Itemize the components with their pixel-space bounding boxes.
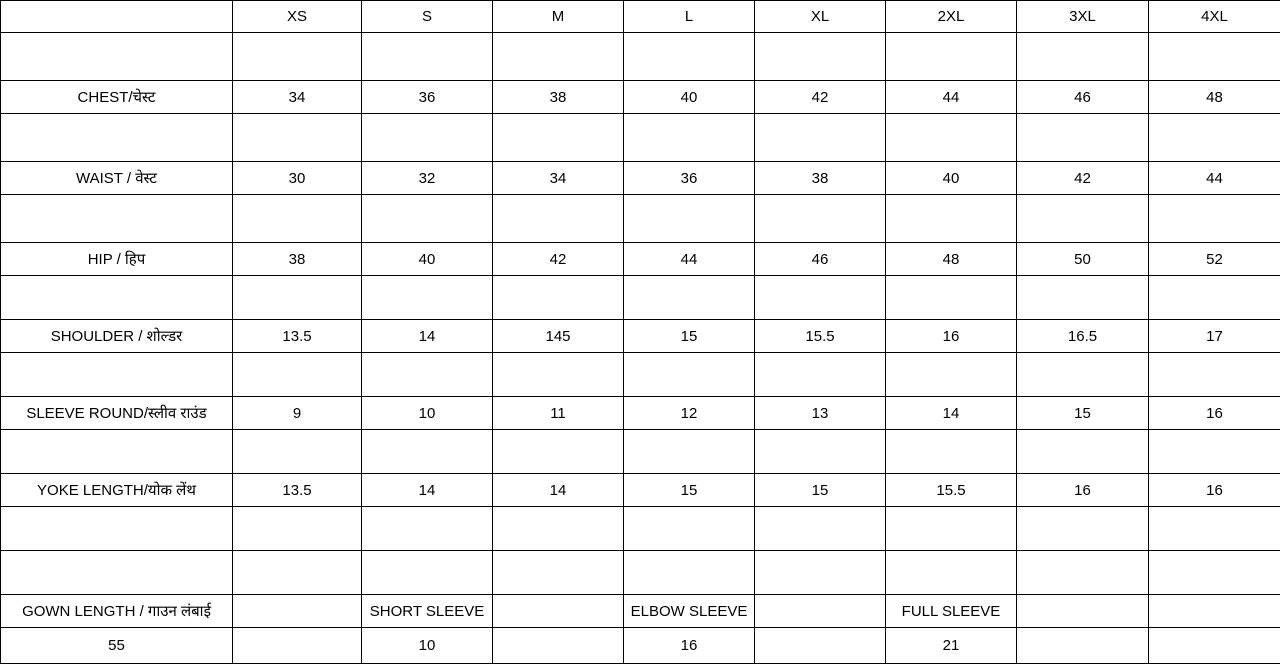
- cell-shoulder-xl: 15.5: [755, 320, 886, 353]
- spacer-cell: [755, 628, 886, 664]
- spacer-cell: [1149, 195, 1280, 243]
- cell-shoulder-3xl: 16.5: [1017, 320, 1149, 353]
- cell-shoulder-4xl: 17: [1149, 320, 1280, 353]
- spacer-cell: [755, 507, 886, 551]
- cell-sleeve-round-4xl: 16: [1149, 397, 1280, 430]
- spacer-cell: [1149, 595, 1280, 628]
- spacer-cell: [1017, 33, 1149, 81]
- spacer-cell: [362, 114, 493, 162]
- spacer-cell: [1149, 114, 1280, 162]
- spacer-cell: [886, 33, 1017, 81]
- spacer-cell: [233, 430, 362, 474]
- spacer-cell: [362, 430, 493, 474]
- sleeve-type-elbow: ELBOW SLEEVE: [624, 595, 755, 628]
- spacer-cell: [1149, 353, 1280, 397]
- spacer-cell: [493, 33, 624, 81]
- spacer-cell: [1017, 276, 1149, 320]
- spacer-cell: [886, 507, 1017, 551]
- spacer-cell: [493, 595, 624, 628]
- cell-hip-2xl: 48: [886, 243, 1017, 276]
- cell-yoke-length-m: 14: [493, 474, 624, 507]
- table-row-waist: [1, 162, 1280, 195]
- spacer-cell: [1017, 195, 1149, 243]
- cell-full-sleeve-value: 21: [886, 628, 1017, 664]
- spacer-cell: [1149, 276, 1280, 320]
- cell-hip-l: 44: [624, 243, 755, 276]
- cell-hip-4xl: 52: [1149, 243, 1280, 276]
- spacer-cell: [233, 595, 362, 628]
- cell-chest-m: 38: [493, 81, 624, 114]
- spacer-cell: [362, 551, 493, 595]
- spacer-cell: [886, 276, 1017, 320]
- sleeve-type-short: SHORT SLEEVE: [362, 595, 493, 628]
- row-label-waist: WAIST / वेस्ट: [1, 162, 233, 195]
- cell-waist-xs: 30: [233, 162, 362, 195]
- row-label-hip: HIP / हिप: [1, 243, 233, 276]
- header-cell-blank: [1, 1, 233, 33]
- header-cell-3xl: 3XL: [1017, 1, 1149, 33]
- header-cell-xl: XL: [755, 1, 886, 33]
- sleeve-type-full: FULL SLEEVE: [886, 595, 1017, 628]
- cell-sleeve-round-l: 12: [624, 397, 755, 430]
- spacer-cell: [624, 353, 755, 397]
- spacer-cell: [624, 276, 755, 320]
- spacer-cell: [233, 353, 362, 397]
- header-cell-2xl: 2XL: [886, 1, 1017, 33]
- spacer-cell: [886, 551, 1017, 595]
- table-row-spacer: [1, 276, 1280, 320]
- cell-chest-3xl: 46: [1017, 81, 1149, 114]
- spacer-cell: [1, 353, 233, 397]
- spacer-cell: [624, 195, 755, 243]
- cell-elbow-sleeve-value: 16: [624, 628, 755, 664]
- table-row-yoke-length: [1, 474, 1280, 507]
- spacer-cell: [886, 114, 1017, 162]
- spacer-cell: [362, 353, 493, 397]
- cell-yoke-length-4xl: 16: [1149, 474, 1280, 507]
- cell-hip-m: 42: [493, 243, 624, 276]
- cell-shoulder-l: 15: [624, 320, 755, 353]
- cell-hip-s: 40: [362, 243, 493, 276]
- cell-chest-2xl: 44: [886, 81, 1017, 114]
- table-row-sleeve-types: [1, 595, 1280, 628]
- spacer-cell: [1, 33, 233, 81]
- cell-yoke-length-xl: 15: [755, 474, 886, 507]
- table-row-header: [1, 1, 1280, 33]
- spacer-cell: [1149, 507, 1280, 551]
- spacer-cell: [493, 114, 624, 162]
- header-cell-s: S: [362, 1, 493, 33]
- spacer-cell: [1149, 551, 1280, 595]
- cell-yoke-length-2xl: 15.5: [886, 474, 1017, 507]
- spacer-cell: [1017, 507, 1149, 551]
- cell-sleeve-round-2xl: 14: [886, 397, 1017, 430]
- row-label-gown-length: GOWN LENGTH / गाउन लंबाई: [1, 595, 233, 628]
- table-row-spacer: [1, 114, 1280, 162]
- spacer-cell: [624, 430, 755, 474]
- cell-shoulder-2xl: 16: [886, 320, 1017, 353]
- header-cell-4xl: 4XL: [1149, 1, 1280, 33]
- cell-hip-xs: 38: [233, 243, 362, 276]
- spacer-cell: [1, 507, 233, 551]
- row-label-shoulder: SHOULDER / शोल्डर: [1, 320, 233, 353]
- spacer-cell: [493, 276, 624, 320]
- spacer-cell: [755, 276, 886, 320]
- spacer-cell: [493, 430, 624, 474]
- cell-yoke-length-xs: 13.5: [233, 474, 362, 507]
- cell-sleeve-round-3xl: 15: [1017, 397, 1149, 430]
- table-row-spacer: [1, 195, 1280, 243]
- spacer-cell: [1, 276, 233, 320]
- cell-chest-xl: 42: [755, 81, 886, 114]
- cell-short-sleeve-value: 10: [362, 628, 493, 664]
- spacer-cell: [755, 430, 886, 474]
- spacer-cell: [1017, 628, 1149, 664]
- cell-shoulder-s: 14: [362, 320, 493, 353]
- spacer-cell: [493, 507, 624, 551]
- spacer-cell: [233, 551, 362, 595]
- table-row-spacer: [1, 551, 1280, 595]
- spacer-cell: [233, 33, 362, 81]
- cell-sleeve-round-s: 10: [362, 397, 493, 430]
- cell-shoulder-m: 145: [493, 320, 624, 353]
- cell-chest-l: 40: [624, 81, 755, 114]
- table-row-spacer: [1, 430, 1280, 474]
- cell-waist-4xl: 44: [1149, 162, 1280, 195]
- spacer-cell: [493, 353, 624, 397]
- spacer-cell: [493, 195, 624, 243]
- spacer-cell: [1017, 595, 1149, 628]
- spacer-cell: [624, 551, 755, 595]
- spacer-cell: [886, 195, 1017, 243]
- cell-shoulder-xs: 13.5: [233, 320, 362, 353]
- spacer-cell: [362, 507, 493, 551]
- spacer-cell: [233, 507, 362, 551]
- cell-sleeve-round-xs: 9: [233, 397, 362, 430]
- spacer-cell: [886, 430, 1017, 474]
- spacer-cell: [1017, 551, 1149, 595]
- cell-chest-xs: 34: [233, 81, 362, 114]
- table-row-hip: [1, 243, 1280, 276]
- spacer-cell: [1, 114, 233, 162]
- cell-yoke-length-3xl: 16: [1017, 474, 1149, 507]
- row-label-yoke-length: YOKE LENGTH/योक लेंथ: [1, 474, 233, 507]
- spacer-cell: [1149, 430, 1280, 474]
- cell-waist-s: 32: [362, 162, 493, 195]
- cell-hip-xl: 46: [755, 243, 886, 276]
- spacer-cell: [755, 551, 886, 595]
- header-cell-m: M: [493, 1, 624, 33]
- spacer-cell: [362, 33, 493, 81]
- spacer-cell: [1017, 353, 1149, 397]
- spacer-cell: [755, 595, 886, 628]
- row-label-sleeve-round: SLEEVE ROUND/स्लीव राउंड: [1, 397, 233, 430]
- spacer-cell: [886, 353, 1017, 397]
- table-row-spacer: [1, 353, 1280, 397]
- cell-chest-4xl: 48: [1149, 81, 1280, 114]
- cell-waist-xl: 38: [755, 162, 886, 195]
- spacer-cell: [493, 551, 624, 595]
- spacer-cell: [362, 195, 493, 243]
- table-row-sleeve-values: [1, 628, 1280, 664]
- spacer-cell: [1017, 114, 1149, 162]
- cell-waist-m: 34: [493, 162, 624, 195]
- spacer-cell: [1, 551, 233, 595]
- spacer-cell: [233, 276, 362, 320]
- spacer-cell: [233, 195, 362, 243]
- spacer-cell: [1149, 33, 1280, 81]
- spacer-cell: [233, 114, 362, 162]
- spacer-cell: [1, 195, 233, 243]
- cell-waist-l: 36: [624, 162, 755, 195]
- spacer-cell: [1149, 628, 1280, 664]
- table-row-chest: [1, 81, 1280, 114]
- table-row-sleeve-round: [1, 397, 1280, 430]
- spacer-cell: [755, 114, 886, 162]
- row-label-chest: CHEST/चेस्ट: [1, 81, 233, 114]
- cell-hip-3xl: 50: [1017, 243, 1149, 276]
- spacer-cell: [624, 114, 755, 162]
- spacer-cell: [755, 33, 886, 81]
- cell-sleeve-round-xl: 13: [755, 397, 886, 430]
- spacer-cell: [755, 353, 886, 397]
- spacer-cell: [624, 507, 755, 551]
- spacer-cell: [362, 276, 493, 320]
- cell-waist-2xl: 40: [886, 162, 1017, 195]
- cell-waist-3xl: 42: [1017, 162, 1149, 195]
- table-row-shoulder: [1, 320, 1280, 353]
- spacer-cell: [233, 628, 362, 664]
- spacer-cell: [493, 628, 624, 664]
- spacer-cell: [624, 33, 755, 81]
- spacer-cell: [1, 430, 233, 474]
- header-cell-xs: XS: [233, 1, 362, 33]
- header-cell-l: L: [624, 1, 755, 33]
- table-row-spacer: [1, 33, 1280, 81]
- cell-chest-s: 36: [362, 81, 493, 114]
- cell-sleeve-round-m: 11: [493, 397, 624, 430]
- cell-yoke-length-l: 15: [624, 474, 755, 507]
- table-row-spacer: [1, 507, 1280, 551]
- cell-gown-length-value: 55: [1, 628, 233, 664]
- spacer-cell: [755, 195, 886, 243]
- cell-yoke-length-s: 14: [362, 474, 493, 507]
- spacer-cell: [1017, 430, 1149, 474]
